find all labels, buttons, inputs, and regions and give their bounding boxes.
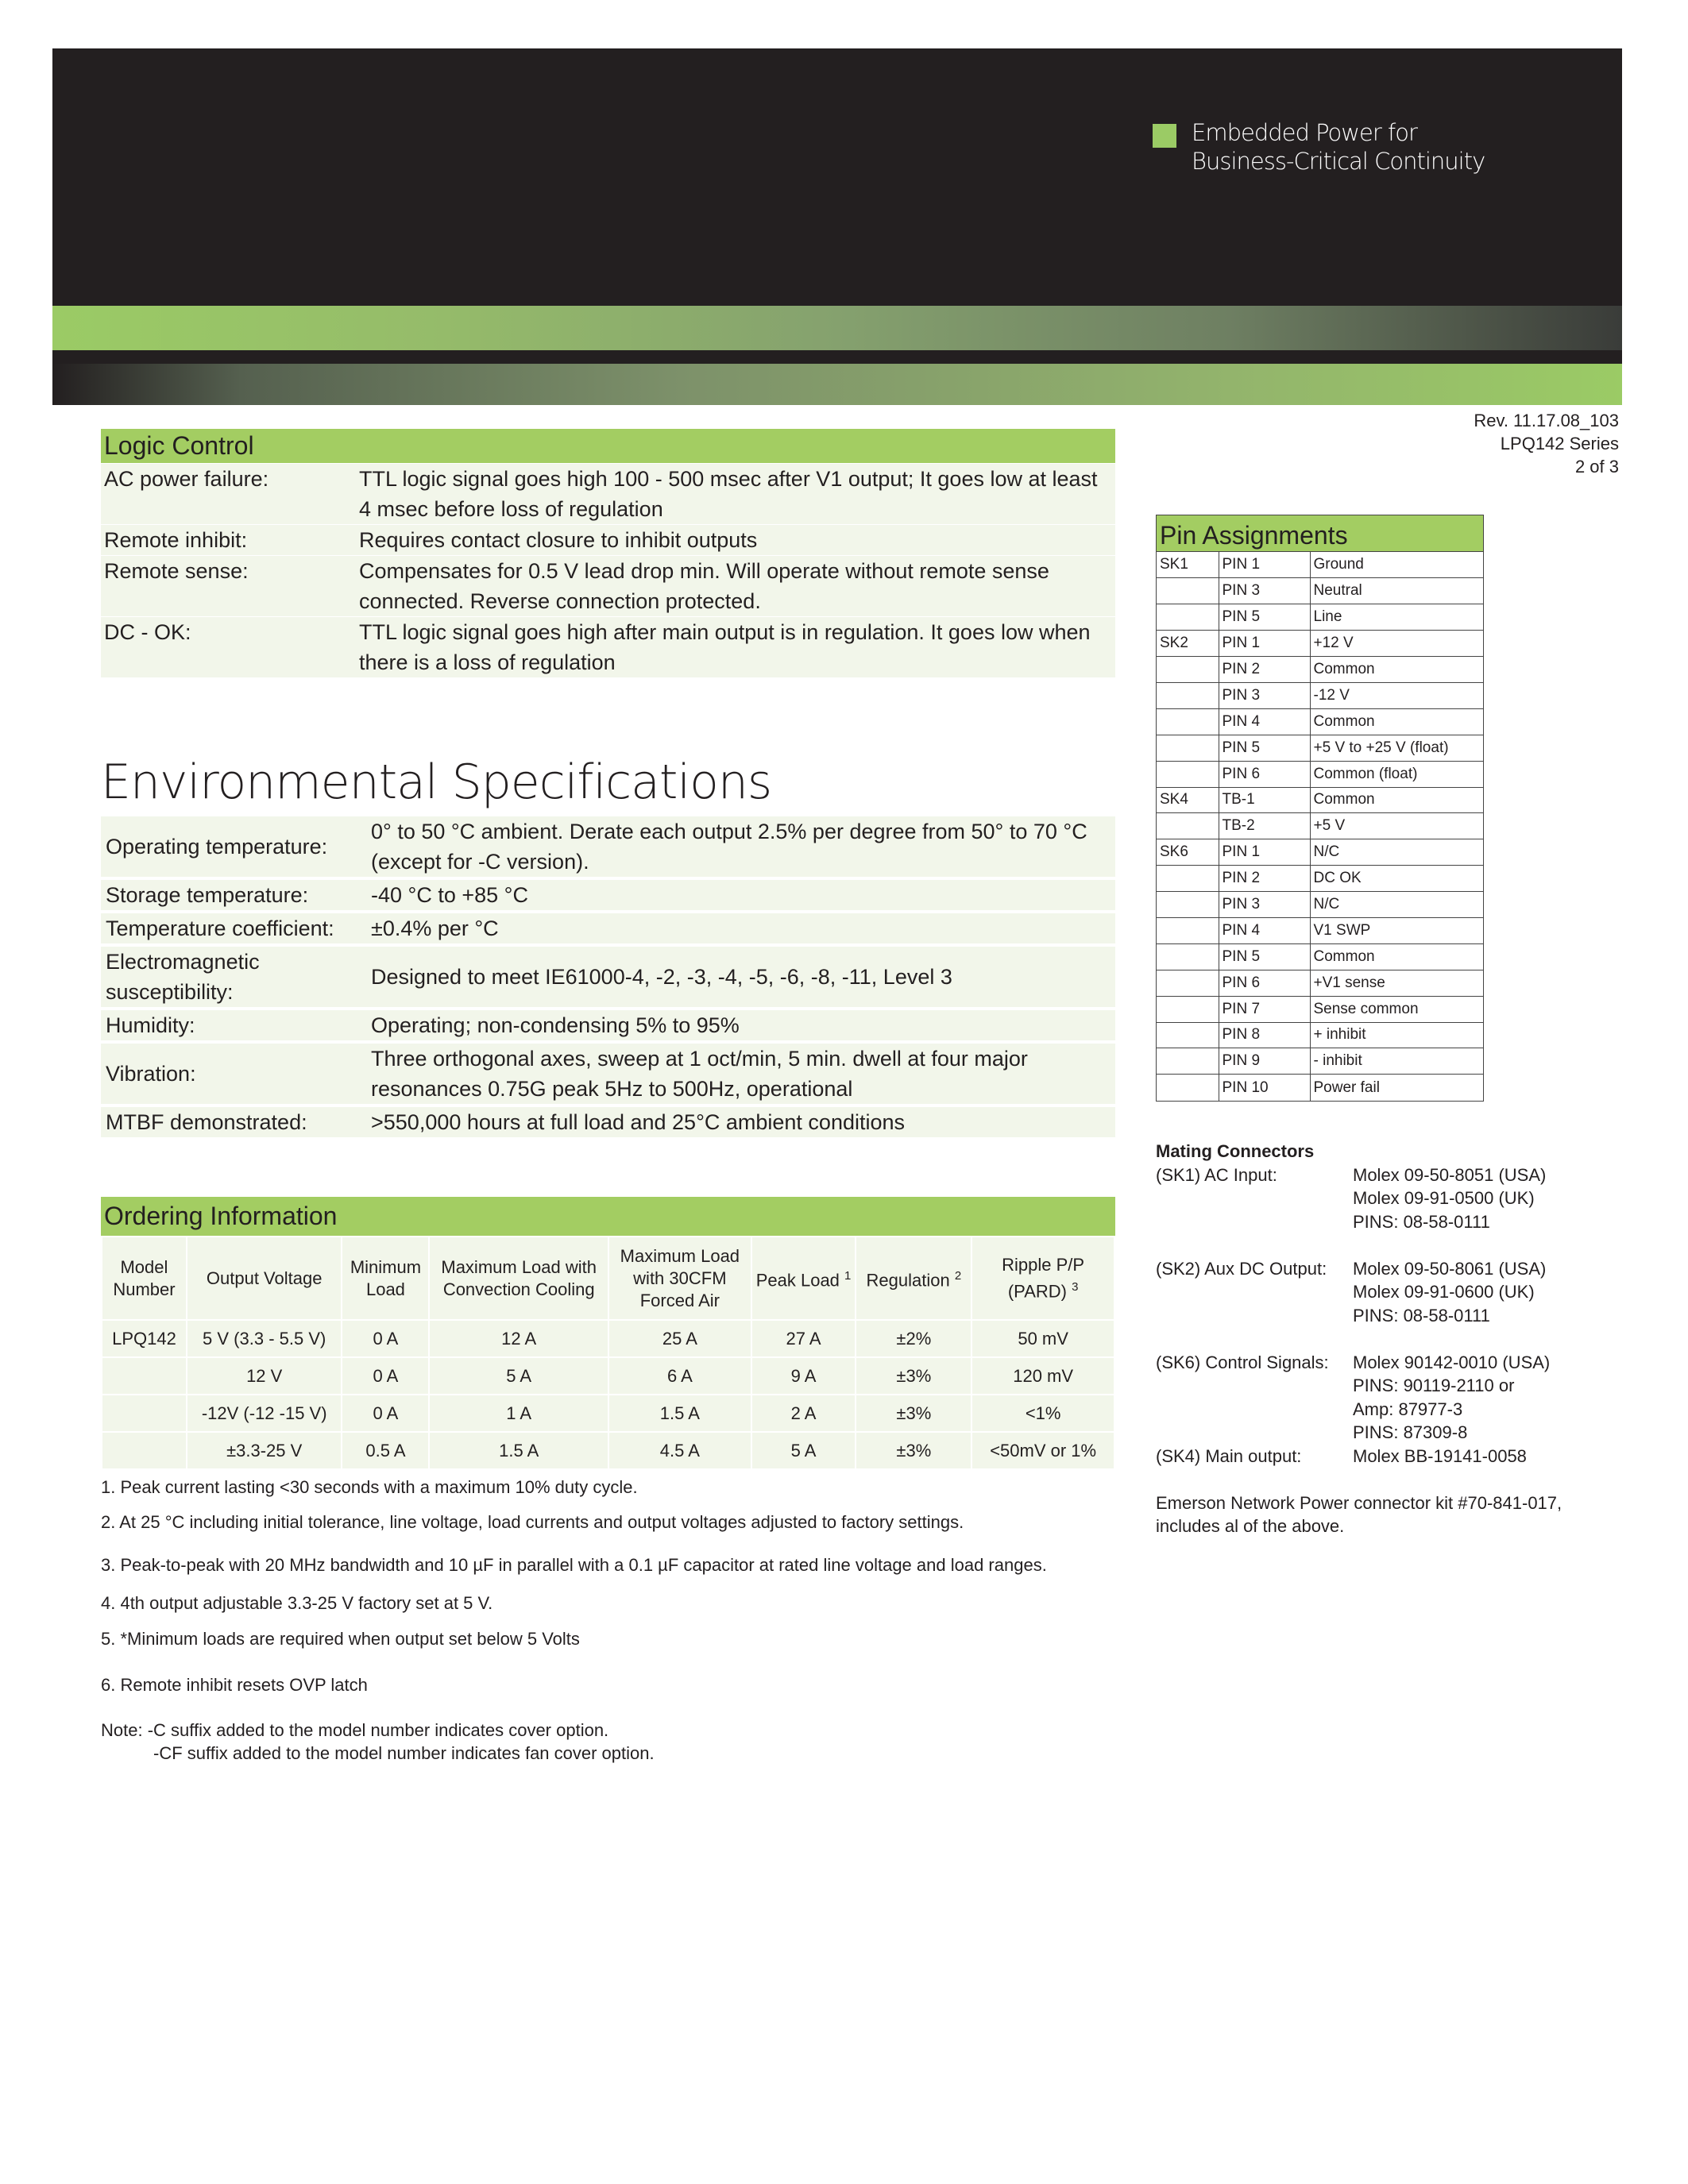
column-header bbox=[971, 1237, 1114, 1320]
table-row bbox=[102, 1432, 1114, 1469]
pin-cell: N/C bbox=[1310, 839, 1483, 866]
spec-label: Vibration: bbox=[106, 1062, 196, 1086]
header-label: Maximum Load with Convection Cooling bbox=[441, 1256, 597, 1299]
pin-row bbox=[1157, 631, 1483, 657]
column-header bbox=[429, 1237, 608, 1320]
table-cell: 1.5 A bbox=[429, 1432, 608, 1469]
footnote: 5. *Minimum loads are required when output set below 5 Volts bbox=[101, 1629, 580, 1649]
pin-cell: PIN 5 bbox=[1219, 604, 1310, 631]
spec-label: Storage temperature: bbox=[106, 883, 309, 907]
note: Note: -C suffix added to the model number indicates cover option. bbox=[101, 1720, 609, 1740]
connector-part: Molex 90142-0010 (USA) bbox=[1353, 1352, 1551, 1372]
pin-row bbox=[1157, 996, 1483, 1022]
footnote-ref: 3 bbox=[1072, 1279, 1079, 1294]
table-cell: 0.5 A bbox=[342, 1432, 429, 1469]
environmental-table bbox=[101, 816, 1115, 1140]
table-cell bbox=[102, 1357, 187, 1395]
spec-label: Operating temperature: bbox=[106, 835, 328, 859]
pin-cell: PIN 10 bbox=[1219, 1075, 1310, 1101]
spec-label: MTBF demonstrated: bbox=[106, 1110, 307, 1134]
pin-cell: DC OK bbox=[1310, 866, 1483, 892]
pin-cell bbox=[1157, 1048, 1219, 1075]
page-number: 2 of 3 bbox=[1574, 457, 1619, 477]
table-row bbox=[102, 1320, 1114, 1357]
pin-row bbox=[1157, 892, 1483, 918]
table-row bbox=[102, 1357, 1114, 1395]
pin-cell bbox=[1157, 1022, 1219, 1048]
ordering-section bbox=[101, 1197, 1115, 1470]
connector-label bbox=[1156, 1304, 1353, 1328]
connector-part: PINS: 87309-8 bbox=[1353, 1422, 1468, 1442]
header-label: Output Voltage bbox=[206, 1268, 323, 1288]
table-cell: <1% bbox=[971, 1395, 1114, 1432]
table-cell: 4.5 A bbox=[608, 1432, 751, 1469]
spec-label: Electromagnetic susceptibility: bbox=[106, 950, 260, 1004]
pin-row bbox=[1157, 682, 1483, 708]
tagline-square-icon bbox=[1153, 124, 1176, 148]
spec-value: Compensates for 0.5 V lead drop min. Will operate without remote sense connected. Reverse connection protected. bbox=[359, 559, 1049, 613]
spec-value: >550,000 hours at full load and 25°C ambient conditions bbox=[371, 1110, 906, 1134]
spec-label: AC power failure: bbox=[104, 467, 269, 491]
note: -CF suffix added to the model number indicates fan cover option. bbox=[153, 1743, 655, 1763]
pin-cell: Power fail bbox=[1313, 1078, 1380, 1096]
column-header bbox=[751, 1237, 856, 1320]
table-cell: 2 A bbox=[751, 1395, 856, 1432]
pin-cell: N/C bbox=[1310, 892, 1483, 918]
pin-cell: SK2 bbox=[1157, 631, 1219, 657]
spec-row bbox=[101, 913, 1115, 947]
header-label: Regulation bbox=[866, 1270, 950, 1291]
spec-row bbox=[101, 1044, 1115, 1107]
table-cell: 12 V bbox=[187, 1357, 342, 1395]
table-cell: 12 A bbox=[429, 1320, 608, 1357]
pin-table bbox=[1157, 552, 1483, 1101]
spec-row bbox=[101, 816, 1115, 880]
footnote: 4. 4th output adjustable 3.3-25 V factory set at 5 V. bbox=[101, 1593, 493, 1613]
pin-cell: PIN 7 bbox=[1219, 996, 1310, 1022]
pin-row bbox=[1157, 708, 1483, 735]
pin-cell: PIN 4 bbox=[1219, 708, 1310, 735]
pin-cell: V1 SWP bbox=[1310, 917, 1483, 943]
pin-cell: PIN 3 bbox=[1219, 578, 1310, 604]
section-title: Pin Assignments bbox=[1157, 515, 1483, 552]
connector-row bbox=[1156, 1233, 1562, 1257]
table-cell: 120 mV bbox=[971, 1357, 1114, 1395]
pin-cell: Common bbox=[1310, 708, 1483, 735]
logic-control-section bbox=[101, 429, 1115, 677]
pin-cell bbox=[1157, 943, 1219, 970]
pin-cell: Line bbox=[1310, 604, 1483, 631]
mating-connectors bbox=[1156, 1140, 1562, 1538]
spec-label: Humidity: bbox=[106, 1013, 195, 1037]
connector-part: Molex 09-91-0500 (UK) bbox=[1353, 1188, 1535, 1208]
pin-cell: SK1 bbox=[1157, 552, 1219, 578]
table-cell bbox=[102, 1395, 187, 1432]
pin-cell: Common (float) bbox=[1310, 761, 1483, 787]
table-cell: 9 A bbox=[751, 1357, 856, 1395]
table-cell: 0 A bbox=[342, 1320, 429, 1357]
spec-value: Three orthogonal axes, sweep at 1 oct/min, 5 min. dwell at four major resonances 0.75G peak 5Hz to 500Hz, operational bbox=[371, 1047, 1028, 1101]
pin-row bbox=[1157, 787, 1483, 813]
spec-row bbox=[101, 616, 1115, 677]
connector-label bbox=[1156, 1327, 1353, 1351]
pin-cell bbox=[1157, 578, 1219, 604]
connector-row bbox=[1156, 1398, 1562, 1422]
pin-row bbox=[1157, 970, 1483, 996]
pin-row bbox=[1157, 813, 1483, 839]
pin-cell: PIN 2 bbox=[1219, 657, 1310, 683]
section-title: Logic Control bbox=[101, 429, 1115, 463]
pin-cell bbox=[1157, 892, 1219, 918]
pin-row bbox=[1157, 735, 1483, 761]
pin-cell: Common bbox=[1310, 943, 1483, 970]
header-label: Ripple P/P (PARD) bbox=[1002, 1254, 1085, 1302]
connector-row bbox=[1156, 1351, 1562, 1375]
spec-value: -40 °C to +85 °C bbox=[371, 883, 528, 907]
table-cell: 50 mV bbox=[971, 1320, 1114, 1357]
connector-row bbox=[1156, 1327, 1562, 1351]
pin-row bbox=[1157, 1048, 1483, 1075]
table-header-row bbox=[102, 1237, 1114, 1320]
revision: Rev. 11.17.08_103 bbox=[1474, 411, 1619, 430]
pin-row bbox=[1157, 604, 1483, 631]
spec-value: 0° to 50 °C ambient. Derate each output 2.5% per degree from 50° to 70 °C (except for -C version). bbox=[371, 820, 1087, 874]
table-cell: 25 A bbox=[608, 1320, 751, 1357]
pin-cell: +12 V bbox=[1310, 631, 1483, 657]
connector-row bbox=[1156, 1304, 1562, 1328]
table-cell: 27 A bbox=[751, 1320, 856, 1357]
pin-cell: PIN 6 bbox=[1219, 970, 1310, 996]
connector-part: Amp: 87977-3 bbox=[1353, 1399, 1463, 1419]
pin-cell bbox=[1157, 708, 1219, 735]
pin-cell bbox=[1157, 1075, 1219, 1101]
pin-cell bbox=[1157, 917, 1219, 943]
pin-cell bbox=[1157, 970, 1219, 996]
pin-cell: PIN 5 bbox=[1219, 943, 1310, 970]
series: LPQ142 Series bbox=[1500, 434, 1619, 453]
spec-value: ±0.4% per °C bbox=[371, 916, 499, 940]
spec-row bbox=[101, 947, 1115, 1010]
pin-cell: -12 V bbox=[1310, 682, 1483, 708]
connector-row bbox=[1156, 1515, 1562, 1538]
connector-row bbox=[1156, 1445, 1562, 1468]
table-cell: 1.5 A bbox=[608, 1395, 751, 1432]
pin-row bbox=[1157, 943, 1483, 970]
pin-cell bbox=[1157, 761, 1219, 787]
spec-label: Temperature coefficient: bbox=[106, 916, 334, 940]
pin-cell: PIN 4 bbox=[1219, 917, 1310, 943]
spec-value: Requires contact closure to inhibit outputs bbox=[359, 528, 758, 552]
connector-label bbox=[1156, 1398, 1353, 1422]
pin-row bbox=[1157, 552, 1483, 578]
pin-row bbox=[1157, 1022, 1483, 1048]
pin-cell bbox=[1157, 735, 1219, 761]
table-cell: 5 A bbox=[751, 1432, 856, 1469]
header-label: Maximum Load with 30CFM Forced Air bbox=[620, 1245, 740, 1310]
pin-row bbox=[1157, 1075, 1483, 1101]
column-header bbox=[856, 1237, 971, 1320]
pin-row bbox=[1157, 917, 1483, 943]
spec-label: Remote inhibit: bbox=[104, 528, 248, 552]
table-cell: 5 V (3.3 - 5.5 V) bbox=[187, 1320, 342, 1357]
pin-cell: PIN 3 bbox=[1219, 682, 1310, 708]
connector-label bbox=[1156, 1280, 1353, 1304]
footnote: 2. At 25 °C including initial tolerance, line voltage, load currents and output voltages adjusted to factory settings. bbox=[101, 1512, 964, 1532]
connector-label bbox=[1156, 1468, 1353, 1491]
connector-row bbox=[1156, 1187, 1562, 1210]
pin-cell bbox=[1157, 813, 1219, 839]
ordering-table bbox=[101, 1236, 1115, 1470]
spec-row bbox=[101, 463, 1115, 524]
pin-cell: SK6 bbox=[1157, 839, 1219, 866]
table-cell: LPQ142 bbox=[102, 1320, 187, 1357]
pin-cell: PIN 3 bbox=[1219, 892, 1310, 918]
footnote: 3. Peak-to-peak with 20 MHz bandwidth and 10 µF in parallel with a 0.1 µF capacitor at rated line voltage and load ranges. bbox=[101, 1555, 1047, 1575]
table-cell: ±2% bbox=[856, 1320, 971, 1357]
connector-label: includes al of the above. bbox=[1156, 1516, 1345, 1536]
spec-label: Remote sense: bbox=[104, 559, 249, 583]
connector-part: Molex BB-19141-0058 bbox=[1353, 1445, 1527, 1466]
header-label: Minimum Load bbox=[350, 1256, 422, 1299]
pin-cell: + inhibit bbox=[1310, 1022, 1483, 1048]
connector-row bbox=[1156, 1210, 1562, 1234]
table-row bbox=[102, 1395, 1114, 1432]
pin-row bbox=[1157, 866, 1483, 892]
table-cell: <50mV or 1% bbox=[971, 1432, 1114, 1469]
pin-cell bbox=[1157, 657, 1219, 683]
pin-cell: PIN 5 bbox=[1219, 735, 1310, 761]
tagline-line-1: Embedded Power for bbox=[1192, 119, 1417, 146]
pin-cell bbox=[1157, 604, 1219, 631]
header-banner bbox=[52, 48, 1622, 306]
spec-value: TTL logic signal goes high after main output is in regulation. It goes low when there is a loss of regulation bbox=[359, 620, 1091, 674]
connector-part: Molex 09-50-8051 (USA) bbox=[1353, 1164, 1547, 1185]
footnote-ref: 1 bbox=[844, 1268, 852, 1283]
pin-cell: - inhibit bbox=[1310, 1048, 1483, 1075]
pin-row bbox=[1157, 657, 1483, 683]
pin-cell: PIN 1 bbox=[1219, 552, 1310, 578]
table-cell: 1 A bbox=[429, 1395, 608, 1432]
footnote: 1. Peak current lasting <30 seconds with a maximum 10% duty cycle. bbox=[101, 1477, 638, 1497]
connector-row bbox=[1156, 1421, 1562, 1445]
column-header bbox=[342, 1237, 429, 1320]
pin-cell: +5 V bbox=[1310, 813, 1483, 839]
spec-value: Designed to meet IE61000-4, -2, -3, -4, -5, -6, -8, -11, Level 3 bbox=[371, 965, 952, 989]
pin-cell bbox=[1157, 682, 1219, 708]
section-title: Ordering Information bbox=[101, 1197, 1115, 1236]
table-cell: 6 A bbox=[608, 1357, 751, 1395]
pin-cell: +5 V to +25 V (float) bbox=[1310, 735, 1483, 761]
table-cell: ±3.3-25 V bbox=[187, 1432, 342, 1469]
mating-title: Mating Connectors bbox=[1156, 1141, 1315, 1161]
pin-row bbox=[1157, 839, 1483, 866]
table-cell: 0 A bbox=[342, 1357, 429, 1395]
table-cell: 0 A bbox=[342, 1395, 429, 1432]
footnote-ref: 2 bbox=[954, 1268, 962, 1283]
connector-part: Molex 09-91-0600 (UK) bbox=[1353, 1282, 1535, 1302]
table-cell: ±3% bbox=[856, 1357, 971, 1395]
pin-cell: PIN 1 bbox=[1219, 839, 1310, 866]
spec-value: TTL logic signal goes high 100 - 500 msec after V1 output; It goes low at least 4 msec before loss of regulation bbox=[359, 467, 1098, 521]
table-cell: 5 A bbox=[429, 1357, 608, 1395]
pin-cell: Common bbox=[1310, 657, 1483, 683]
pin-cell: TB-2 bbox=[1219, 813, 1310, 839]
connector-row bbox=[1156, 1280, 1562, 1304]
connector-label bbox=[1156, 1187, 1353, 1210]
pin-cell bbox=[1157, 866, 1219, 892]
spec-row bbox=[101, 880, 1115, 913]
connector-row bbox=[1156, 1491, 1562, 1515]
connector-row bbox=[1156, 1468, 1562, 1491]
connector-row bbox=[1156, 1257, 1562, 1281]
connector-label bbox=[1156, 1374, 1353, 1398]
pin-cell: PIN 9 bbox=[1219, 1048, 1310, 1075]
table-cell: ±3% bbox=[856, 1395, 971, 1432]
spec-row bbox=[101, 1107, 1115, 1140]
pin-cell bbox=[1157, 996, 1219, 1022]
connector-part: Molex 09-50-8061 (USA) bbox=[1353, 1258, 1547, 1279]
spec-row bbox=[101, 524, 1115, 555]
page-title: Environmental Specifications bbox=[101, 754, 772, 810]
pin-cell: Neutral bbox=[1310, 578, 1483, 604]
pin-cell: PIN 6 bbox=[1219, 761, 1310, 787]
connector-label bbox=[1156, 1210, 1353, 1234]
pin-row bbox=[1157, 761, 1483, 787]
pin-cell: Ground bbox=[1310, 552, 1483, 578]
pin-cell: +V1 sense bbox=[1310, 970, 1483, 996]
column-header bbox=[102, 1237, 187, 1320]
column-header bbox=[187, 1237, 342, 1320]
pin-cell: PIN 8 bbox=[1219, 1022, 1310, 1048]
spec-row bbox=[101, 555, 1115, 616]
connector-note: Emerson Network Power connector kit #70-841-017, bbox=[1156, 1492, 1562, 1513]
table-cell bbox=[102, 1432, 187, 1469]
connector-row bbox=[1156, 1163, 1562, 1187]
connector-label: (SK1) AC Input: bbox=[1156, 1164, 1277, 1185]
table-cell: -12V (-12 -15 V) bbox=[187, 1395, 342, 1432]
spec-value: Operating; non-condensing 5% to 95% bbox=[371, 1013, 740, 1037]
connector-label: (SK4) Main output: bbox=[1156, 1445, 1302, 1466]
footnote: 6. Remote inhibit resets OVP latch bbox=[101, 1675, 368, 1695]
connector-label: (SK6) Control Signals: bbox=[1156, 1352, 1329, 1372]
spec-row bbox=[101, 1010, 1115, 1044]
table-cell: ±3% bbox=[856, 1432, 971, 1469]
pin-cell: PIN 2 bbox=[1219, 866, 1310, 892]
pin-cell: TB-1 bbox=[1219, 787, 1310, 813]
header-gradient-band bbox=[52, 306, 1622, 350]
pin-row bbox=[1157, 578, 1483, 604]
connector-row bbox=[1156, 1374, 1562, 1398]
pin-cell: PIN 1 bbox=[1219, 631, 1310, 657]
pin-cell: Sense common bbox=[1310, 996, 1483, 1022]
connector-label bbox=[1156, 1233, 1353, 1257]
tagline-line-2: Business-Critical Continuity bbox=[1192, 148, 1485, 175]
header-label: Peak Load bbox=[755, 1270, 840, 1291]
pin-cell: Common bbox=[1310, 787, 1483, 813]
pin-assignments bbox=[1156, 515, 1484, 1102]
connector-part: PINS: 90119-2110 or bbox=[1353, 1376, 1515, 1395]
connector-label bbox=[1156, 1421, 1353, 1445]
header-divider bbox=[52, 350, 1622, 364]
spec-label: DC - OK: bbox=[104, 620, 191, 644]
connector-part: PINS: 08-58-0111 bbox=[1353, 1211, 1490, 1232]
pin-cell: SK4 bbox=[1157, 787, 1219, 813]
header-label: Model Number bbox=[113, 1256, 176, 1299]
connector-part: PINS: 08-58-0111 bbox=[1353, 1305, 1490, 1325]
header-gradient-band-2 bbox=[52, 364, 1622, 405]
connector-label: (SK2) Aux DC Output: bbox=[1156, 1258, 1327, 1279]
column-header bbox=[608, 1237, 751, 1320]
